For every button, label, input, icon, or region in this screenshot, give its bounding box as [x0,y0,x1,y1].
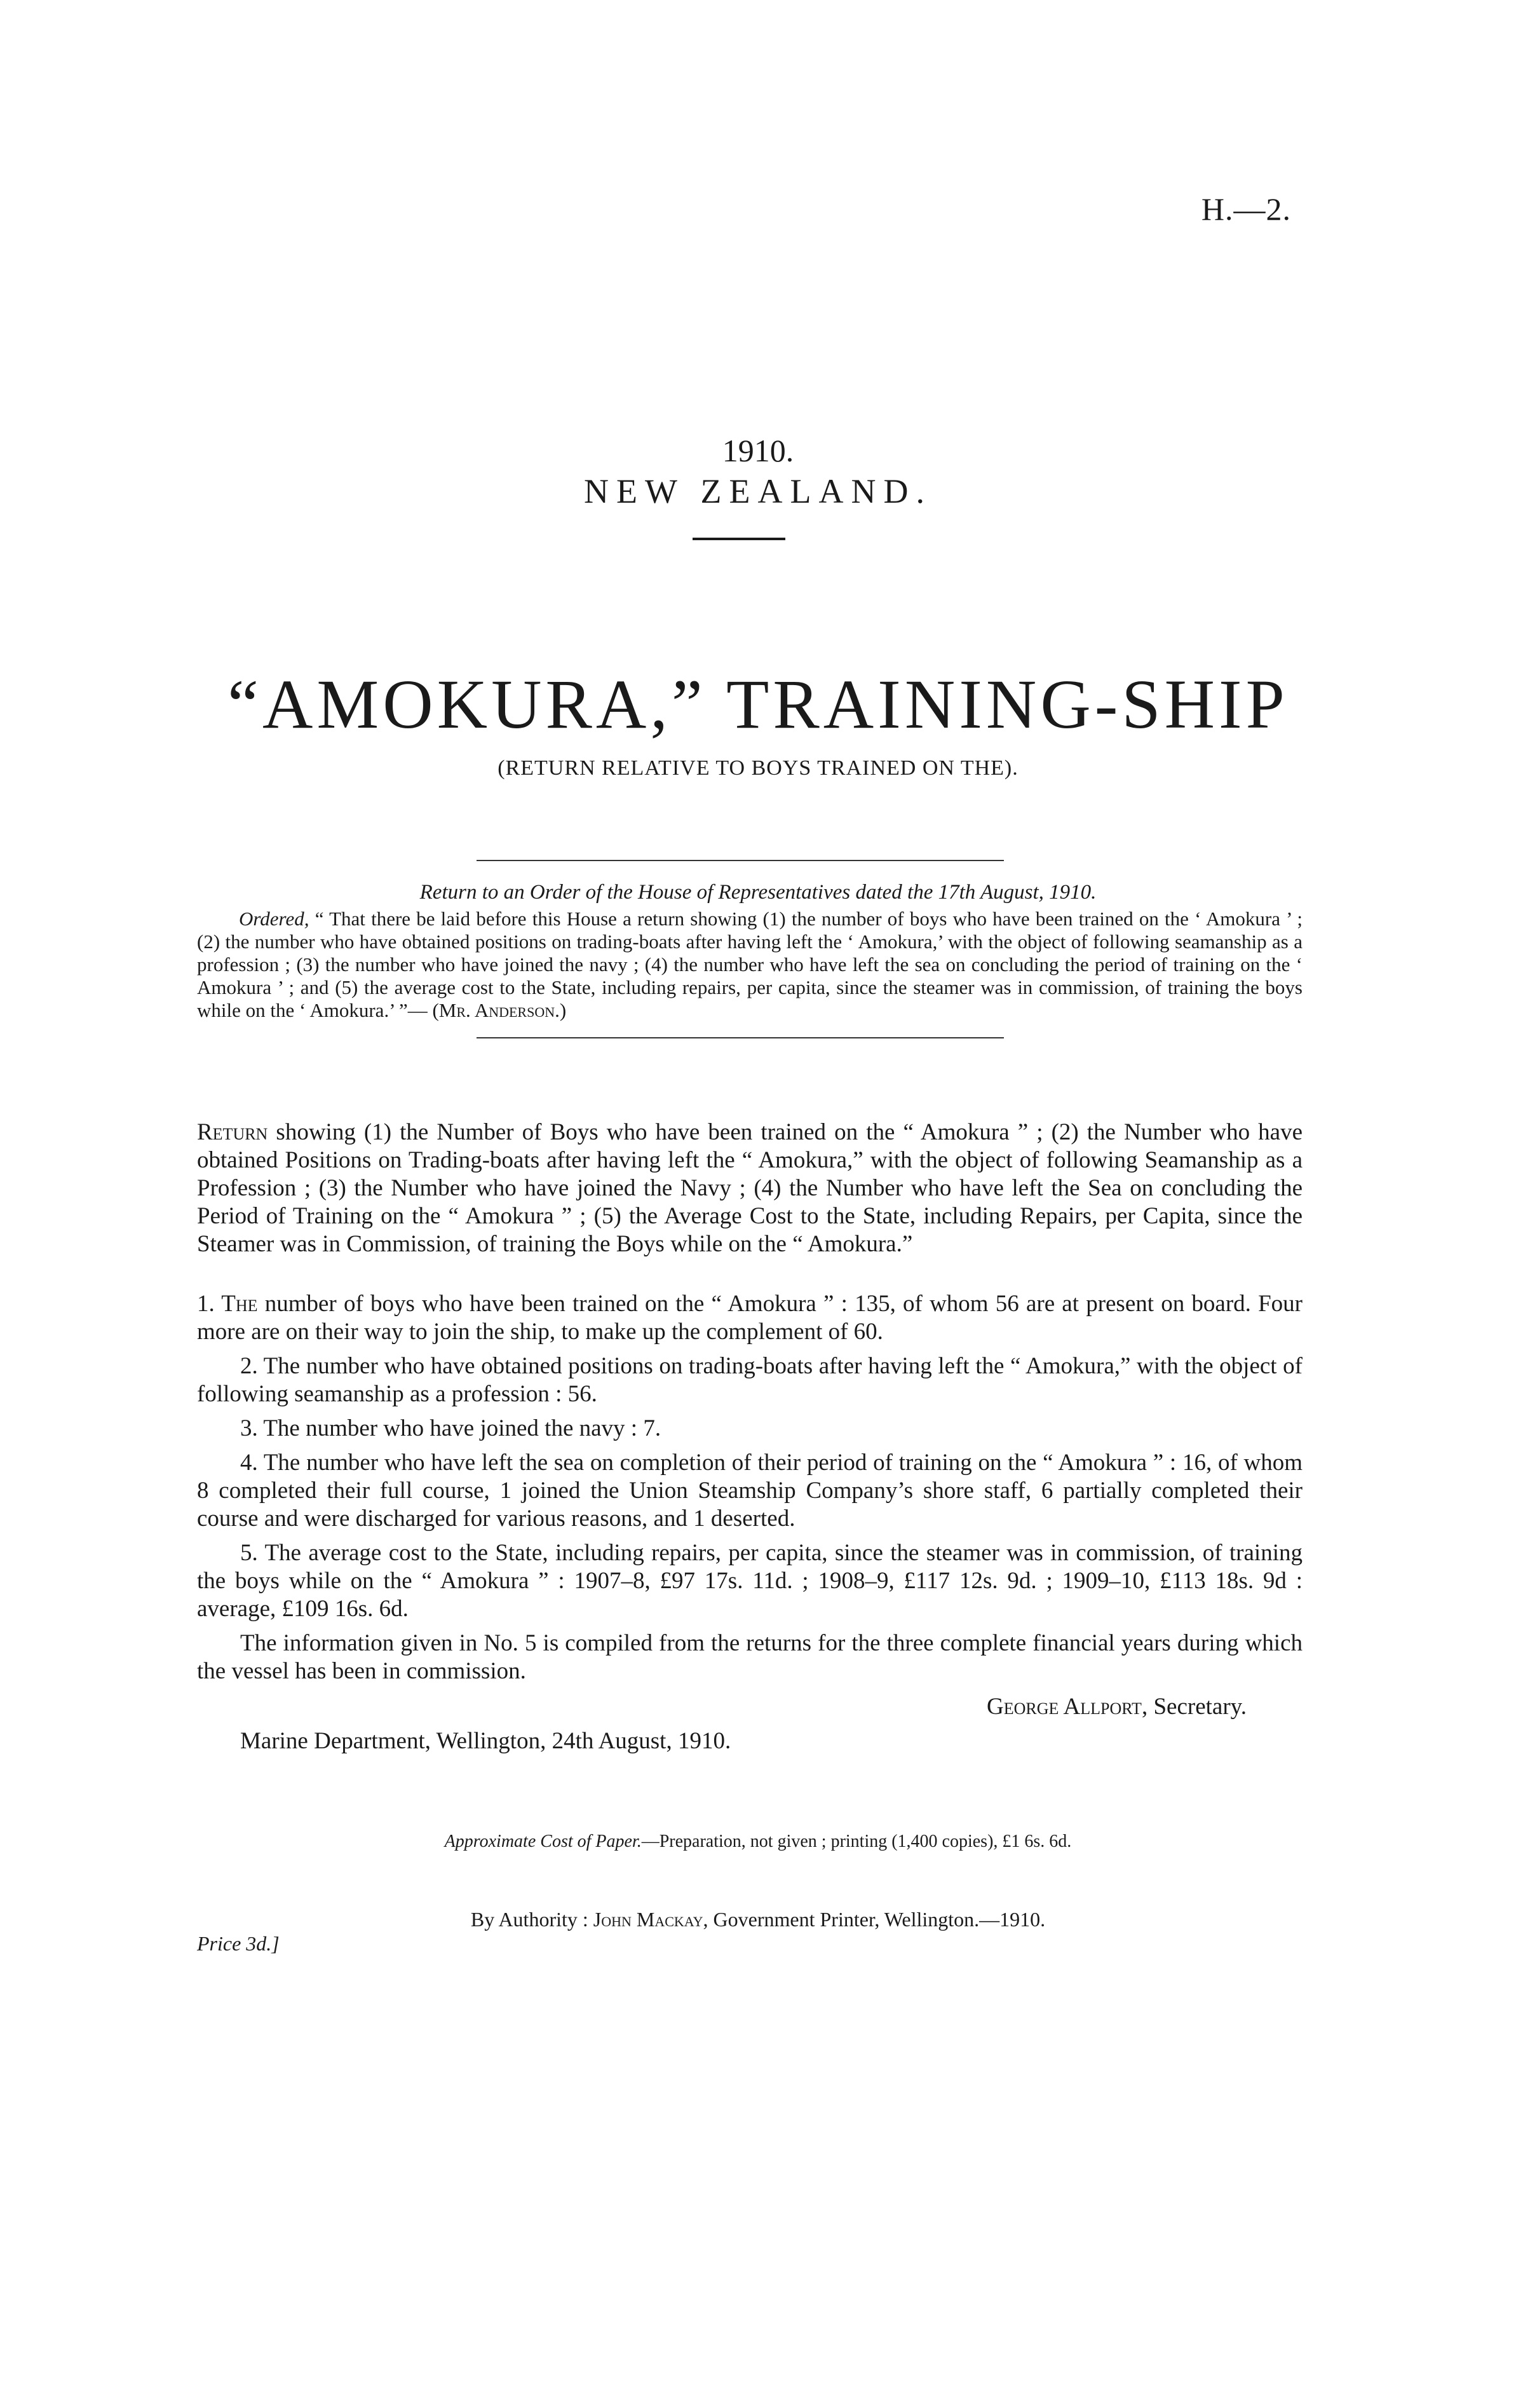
order-text [197,908,1303,1022]
cost-label: Approximate Cost of Paper. [444,1832,642,1851]
authority-suffix: , Government Printer, Wellington.—1910. [703,1908,1046,1931]
information-note: The information given in No. 5 is compiled from the returns for the three complete financial years during which the vessel has been in commission. [197,1630,1303,1684]
item-5: 5. The average cost to the State, including repairs, per capita, since the steamer was in commission, of training the boys while on the “ Amokura ” : 1907–8, £97 17s. 11d. ; 1908–9, £117 12s. 9d. ; 1909–10, £113 18s. 9d : average, £109 16s. 6d. [197,1540,1303,1622]
signature-title: , Secretary. [1141,1694,1247,1720]
signature-name: George Allport [986,1694,1142,1720]
return-text: showing (1) the Number of Boys who have been trained on the “ Amokura ” ; (2) the Number who have obtained Positions on Trading-boats after having left the “ Amokura,” with the object of following Seamanship as a Profession ; (3) the Number who have joined the Navy ; (4) the Number who have left the Sea on concluding the Period of Training on the “ Amokura ” ; (5) the Average Cost to the State, including Repairs, per Capita, since the Steamer was in Commission, of training the Boys while on the “ Amokura.” [197,1119,1303,1257]
order-mover: (Mr. Anderson.) [432,999,567,1021]
item-3: 3. The number who have joined the navy : 7. [240,1415,661,1441]
cost-text: —Preparation, not given ; printing (1,400 copies), £1 6s. 6d. [641,1832,1072,1851]
return-lead: Return [197,1119,268,1145]
return-items [197,1290,1303,1692]
document-reference: H.—2. [1201,191,1291,227]
price-label: Price 3d.] [197,1932,280,1955]
item-4: 4. The number who have left the sea on completion of their period of training on the “ Amokura ” : 16, of whom 8 completed their full course, 1 joined the Union Steamship Company’s shore staff, 6 partially completed their course and were discharged for various reasons, and 1 deserted. [197,1450,1303,1532]
return-heading [197,1119,1303,1258]
title-divider [693,538,785,540]
order-bottom-rule [477,1037,1004,1038]
cost-line [0,1832,1516,1852]
signature [987,1693,1247,1720]
order-top-rule [477,860,1004,861]
printer-name: John Mackay [593,1908,703,1931]
item-1-lead: 1. The [197,1291,258,1317]
item-2: 2. The number who have obtained positions on trading-boats after having left the “ Amokura,” with the object of following seamanship as a profession : 56. [197,1353,1303,1407]
document-year: 1910. [722,433,794,468]
authority-prefix: By Authority : [470,1908,593,1931]
item-1-text: number of boys who have been trained on the “ Amokura ” : 135, of whom 56 are at present on board. Four more are on their way to join the ship, to make up the complement of 60. [197,1291,1303,1345]
order-body-text: “ That there be laid before this House a return showing (1) the number of boys who have been trained on the ‘ Amokura ’ ; (2) the number who have obtained positions on trading-boats after having left the ‘ Amokura,’ with the object of following seamanship as a profession ; (3) the number who have joined the navy ; (4) the number who have left the sea on concluding the period of training on the ‘ Amokura ’ ; and (5) the average cost to the State, including repairs, per capita, since the steamer was in commission, of training the boys while on the ‘ Amokura.’ ”— [197,908,1303,1021]
document-country: NEW ZEALAND. [584,472,932,510]
ordered-label: Ordered, [239,908,309,930]
department-date: Marine Department, Wellington, 24th August, 1910. [240,1728,731,1754]
order-heading: Return to an Order of the House of Representatives dated the 17th August, 1910. [419,881,1097,904]
document-subtitle: (RETURN RELATIVE TO BOYS TRAINED ON THE). [497,756,1019,780]
authority-line [0,1908,1516,1931]
document-title: “AMOKURA,” TRAINING-SHIP [227,665,1289,743]
item-1 [197,1290,1303,1346]
